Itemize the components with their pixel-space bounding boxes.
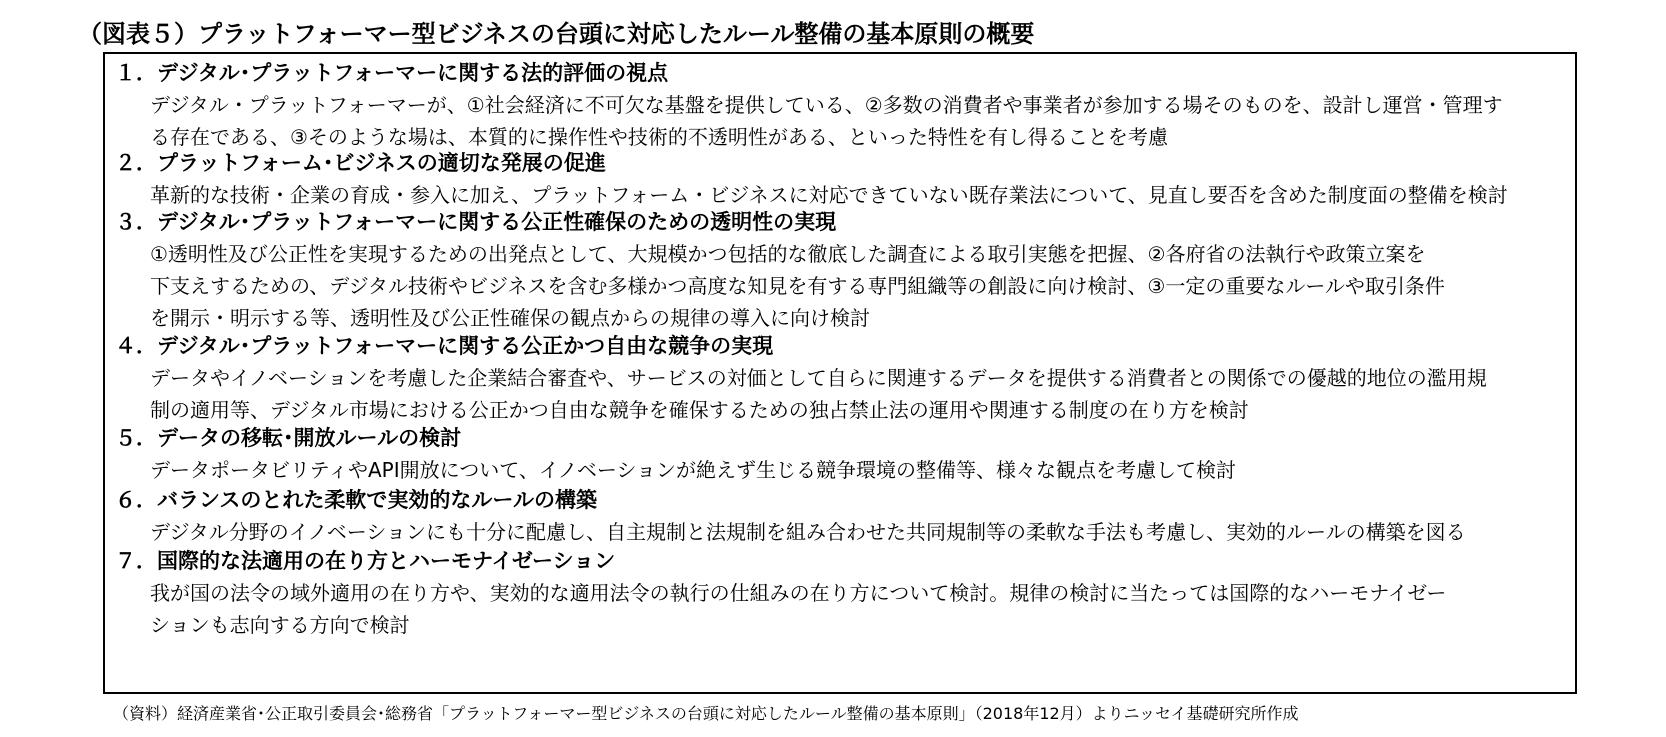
- principles-box: [103, 52, 1577, 694]
- description-line: デジタル分野のイノベーションにも十分に配慮し、自主規制と法規制を組み合わせた共同規制等の柔軟な手法も考慮し、実効的ルールの構築を図る: [150, 520, 1466, 544]
- principle-heading: ４．デジタル･プラットフォーマーに関する公正かつ自由な競争の実現: [115, 334, 774, 358]
- description-line: 我が国の法令の域外適用の在り方や、実効的な適用法令の執行の仕組みの在り方について検討。規律の検討に当たっては国際的なハーモナイゼー: [150, 581, 1447, 605]
- principle-heading: １．デジタル･プラットフォーマーに関する法的評価の視点: [115, 61, 669, 85]
- principle-description: [150, 89, 1570, 153]
- page-title: （図表５）プラットフォーマー型ビジネスの台頭に対応したルール整備の基本原則の概要: [78, 20, 1035, 48]
- description-line: ションも志向する方向で検討: [150, 613, 410, 637]
- description-line: データやイノベーションを考慮した企業結合審査や、サービスの対価として自らに関連するデータを提供する消費者との関係での優越的地位の濫用規: [150, 366, 1487, 390]
- principle-description: [150, 454, 1570, 486]
- principle-description: [150, 577, 1570, 641]
- principle-description: [150, 516, 1570, 548]
- description-line: デジタル・プラットフォーマーが、①社会経済に不可欠な基盤を提供している、②多数の消費者や事業者が参加する場そのものを、設計し運営・管理す: [150, 93, 1503, 117]
- description-line: ①透明性及び公正性を実現するための出発点として、大規模かつ包括的な徹底した調査による取引実態を把握、②各府省の法執行や政策立案を: [150, 242, 1426, 266]
- principle-description: [150, 238, 1570, 334]
- description-line: 下支えするための、デジタル技術やビジネスを含む多様かつ高度な知見を有する専門組織等の創設に向け検討、③一定の重要なルールや取引条件: [150, 274, 1445, 298]
- principle-heading: ７．国際的な法適用の在り方とハーモナイゼーション: [115, 549, 616, 573]
- description-line: る存在である、③そのような場は、本質的に操作性や技術的不透明性がある、といった特性を有し得ることを考慮: [150, 125, 1168, 149]
- principle-heading: ３．デジタル･プラットフォーマーに関する公正性確保のための透明性の実現: [115, 210, 837, 234]
- principle-heading: ２．プラットフォーム･ビジネスの適切な発展の促進: [115, 151, 606, 175]
- principle-description: [150, 362, 1570, 426]
- description-line: を開示・明示する等、透明性及び公正性確保の観点からの規律の導入に向け検討: [150, 306, 870, 330]
- description-line: データポータビリティやAPI開放について、イノベーションが絶えず生じる競争環境の整備等、様々な観点を考慮して検討: [150, 458, 1237, 482]
- source-note: （資料）経済産業省･公正取引委員会･総務省「プラットフォーマー型ビジネスの台頭に対応したルール整備の基本原則」（2018年12月）よりニッセイ基礎研究所作成: [113, 704, 1299, 723]
- description-line: 制の適用等、デジタル市場における公正かつ自由な競争を確保するための独占禁止法の運用や関連する制度の在り方を検討: [150, 398, 1249, 422]
- description-line: 革新的な技術・企業の育成・参入に加え、プラットフォーム・ビジネスに対応できていない既存業法について、見直し要否を含めた制度面の整備を検討: [150, 183, 1508, 207]
- principle-heading: ５．データの移転･開放ルールの検討: [115, 426, 462, 450]
- principle-heading: ６．バランスのとれた柔軟で実効的なルールの構築: [115, 488, 597, 512]
